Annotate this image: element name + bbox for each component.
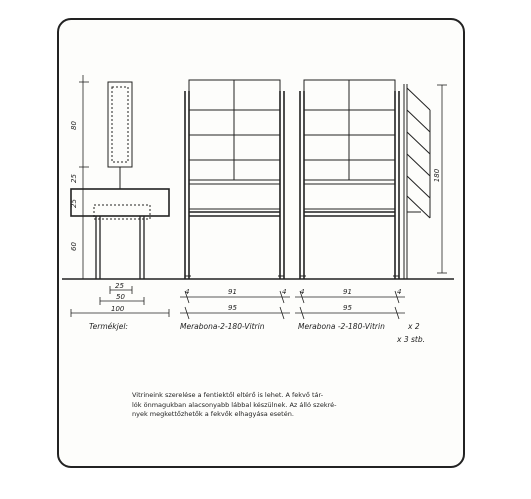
dim-gap-height: 25 [69,174,78,183]
dim-cabinet-height: 25 [69,199,78,208]
dim-post-offset-1b: 4 [282,288,287,296]
assembly-note [132,391,422,420]
vitrine-2 [300,80,399,279]
dim-width-large: 100 [111,305,125,313]
drawer-cabinet [71,189,169,219]
note-line: lók önmagukban alacsonyabb lábbal készülnek. Az álló szekré- [132,400,337,409]
note-line: Vitrineink szerelése a fentiektől eltérő is lehet. A fekvő tár- [132,391,324,399]
dim-inner-width-2: 91 [343,288,352,296]
dim-outer-width-1: 95 [228,304,237,312]
dim-total-height: 180 [433,168,442,183]
unit-name-1: Merabona-2-180-Vitrin [180,322,265,331]
product-label: Termékjel: [89,322,128,331]
vitrine-dimensions [180,288,405,319]
dim-width-small: 25 [115,282,124,290]
dim-width-medium: 50 [116,293,125,301]
side-profile [404,84,430,279]
dim-post-offset-1a: 4 [185,288,190,296]
unit-name-2: Merabona -2-180-Vitrin [298,322,385,331]
dim-mirror-height: 80 [69,121,78,130]
dim-post-offset-2b: 4 [397,288,402,296]
cabinet-legs [96,216,144,279]
note-line: nyek megkettőzhetők a fekvők elhagyása esetén. [132,410,294,418]
dim-post-offset-2a: 4 [300,288,305,296]
multiplier-x3: x 3 stb. [397,335,425,344]
mirror-unit [108,82,132,189]
dim-leg-height: 60 [69,242,78,251]
left-dimension-chain [79,75,89,279]
multiplier-x2: x 2 [408,322,420,331]
vitrine-1 [185,80,284,279]
dim-outer-width-2: 95 [343,304,352,312]
dim-inner-width-1: 91 [228,288,237,296]
